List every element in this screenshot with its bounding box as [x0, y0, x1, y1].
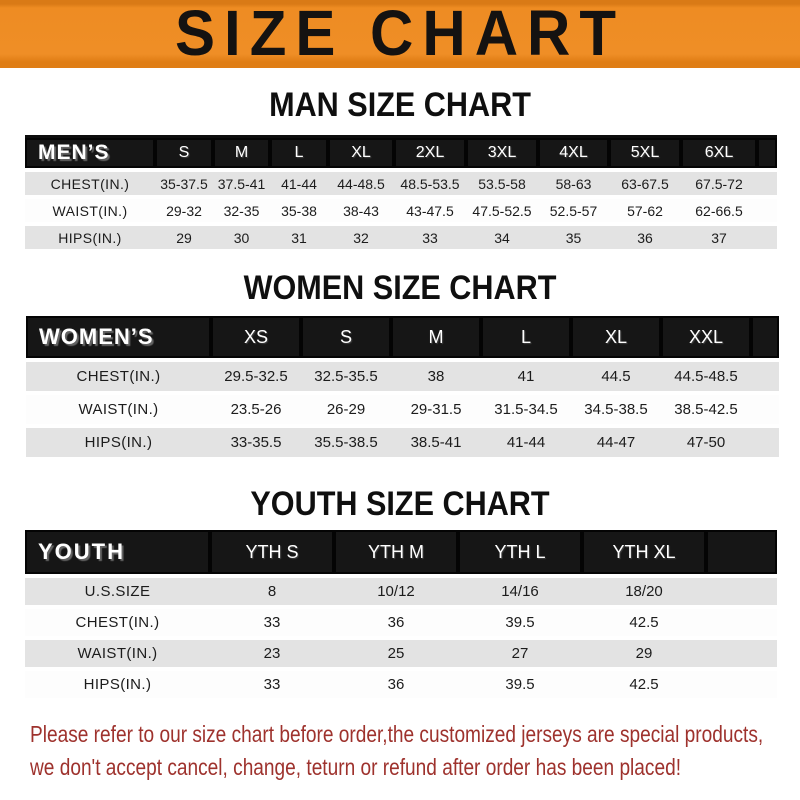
size-column-header: L	[270, 138, 328, 168]
size-value-cell: 47.5-52.5	[466, 199, 538, 222]
size-value-cell: 33	[394, 226, 466, 249]
size-value-cell: 38.5-42.5	[661, 395, 751, 424]
men-section-heading: MAN SIZE CHART	[269, 86, 531, 124]
table-row	[25, 226, 777, 249]
size-column-header: 5XL	[609, 138, 681, 168]
size-value-cell: 41-44	[481, 428, 571, 457]
spacer-cell	[751, 395, 779, 424]
size-value-cell: 18/20	[582, 578, 706, 605]
size-value-cell: 44.5-48.5	[661, 362, 751, 391]
spacer-cell	[706, 530, 777, 574]
size-value-cell: 29	[155, 226, 213, 249]
size-value-cell: 31.5-34.5	[481, 395, 571, 424]
size-value-cell: 29.5-32.5	[211, 362, 301, 391]
table-row	[26, 362, 779, 391]
size-value-cell: 43-47.5	[394, 199, 466, 222]
table-row	[26, 428, 779, 457]
spacer-cell	[706, 671, 777, 698]
footer-notice	[30, 718, 800, 784]
row-label: HIPS(IN.)	[25, 226, 155, 249]
youth-section-heading: YOUTH SIZE CHART	[250, 485, 550, 524]
spacer-cell	[751, 428, 779, 457]
size-column-header: S	[155, 138, 213, 168]
size-value-cell: 35.5-38.5	[301, 428, 391, 457]
spacer-cell	[751, 316, 779, 358]
size-value-cell: 35-38	[270, 199, 328, 222]
size-value-cell: 47-50	[661, 428, 751, 457]
banner	[0, 0, 800, 68]
row-label: U.S.SIZE	[25, 578, 210, 605]
size-value-cell: 58-63	[538, 172, 609, 195]
size-value-cell: 10/12	[334, 578, 458, 605]
size-column-header: M	[391, 316, 481, 358]
women-size-table	[26, 312, 779, 461]
size-column-header: YTH M	[334, 530, 458, 574]
corner-label: YOUTH	[25, 530, 210, 574]
size-column-header: YTH XL	[582, 530, 706, 574]
size-value-cell: 39.5	[458, 671, 582, 698]
row-label: WAIST(IN.)	[26, 395, 211, 424]
size-value-cell: 44-47	[571, 428, 661, 457]
table-row	[25, 199, 777, 222]
size-value-cell: 32-35	[213, 199, 270, 222]
size-value-cell: 30	[213, 226, 270, 249]
spacer-cell	[757, 138, 777, 168]
size-value-cell: 35-37.5	[155, 172, 213, 195]
size-value-cell: 57-62	[609, 199, 681, 222]
size-value-cell: 67.5-72	[681, 172, 757, 195]
size-value-cell: 32.5-35.5	[301, 362, 391, 391]
row-label: CHEST(IN.)	[25, 172, 155, 195]
size-value-cell: 37	[681, 226, 757, 249]
table-row	[25, 671, 777, 698]
size-value-cell: 38.5-41	[391, 428, 481, 457]
women-section-heading: WOMEN SIZE CHART	[243, 269, 557, 308]
youth-size-table	[25, 526, 777, 702]
spacer-cell	[757, 199, 777, 222]
size-value-cell: 29-32	[155, 199, 213, 222]
size-column-header: 4XL	[538, 138, 609, 168]
size-value-cell: 52.5-57	[538, 199, 609, 222]
size-column-header: 2XL	[394, 138, 466, 168]
size-value-cell: 41	[481, 362, 571, 391]
size-value-cell: 33-35.5	[211, 428, 301, 457]
size-value-cell: 36	[334, 609, 458, 636]
section-women	[0, 269, 800, 461]
size-value-cell: 53.5-58	[466, 172, 538, 195]
size-column-header: S	[301, 316, 391, 358]
size-value-cell: 42.5	[582, 609, 706, 636]
banner-title: SIZE CHART	[175, 0, 625, 69]
size-value-cell: 63-67.5	[609, 172, 681, 195]
table-row	[25, 640, 777, 667]
size-column-header: L	[481, 316, 571, 358]
notice-line-1: Please refer to our size chart before order,the customized jerseys are special products,	[30, 721, 764, 748]
table-row	[25, 172, 777, 195]
size-value-cell: 42.5	[582, 671, 706, 698]
size-column-header: 6XL	[681, 138, 757, 168]
size-column-header: XL	[571, 316, 661, 358]
size-column-header: M	[213, 138, 270, 168]
spacer-cell	[757, 226, 777, 249]
size-value-cell: 31	[270, 226, 328, 249]
row-label: CHEST(IN.)	[26, 362, 211, 391]
size-value-cell: 34	[466, 226, 538, 249]
size-value-cell: 25	[334, 640, 458, 667]
size-value-cell: 44-48.5	[328, 172, 394, 195]
size-value-cell: 37.5-41	[213, 172, 270, 195]
row-label: CHEST(IN.)	[25, 609, 210, 636]
size-value-cell: 23	[210, 640, 334, 667]
size-column-header: XS	[211, 316, 301, 358]
size-value-cell: 38	[391, 362, 481, 391]
size-value-cell: 44.5	[571, 362, 661, 391]
size-value-cell: 48.5-53.5	[394, 172, 466, 195]
size-value-cell: 8	[210, 578, 334, 605]
row-label: WAIST(IN.)	[25, 199, 155, 222]
notice-line-2: we don't accept cancel, change, teturn or refund after order has been placed!	[30, 754, 682, 781]
corner-label: MEN’S	[25, 138, 155, 168]
size-value-cell: 14/16	[458, 578, 582, 605]
size-value-cell: 39.5	[458, 609, 582, 636]
table-row	[25, 578, 777, 605]
table-row	[26, 395, 779, 424]
size-column-header: YTH L	[458, 530, 582, 574]
spacer-cell	[706, 609, 777, 636]
men-size-table	[25, 134, 777, 253]
corner-label: WOMEN’S	[26, 316, 211, 358]
size-value-cell: 41-44	[270, 172, 328, 195]
size-value-cell: 38-43	[328, 199, 394, 222]
section-men	[0, 86, 800, 253]
size-value-cell: 35	[538, 226, 609, 249]
spacer-cell	[706, 640, 777, 667]
table-row	[25, 609, 777, 636]
size-column-header: 3XL	[466, 138, 538, 168]
size-value-cell: 32	[328, 226, 394, 249]
spacer-cell	[751, 362, 779, 391]
spacer-cell	[706, 578, 777, 605]
size-value-cell: 26-29	[301, 395, 391, 424]
size-value-cell: 27	[458, 640, 582, 667]
size-value-cell: 34.5-38.5	[571, 395, 661, 424]
size-value-cell: 36	[609, 226, 681, 249]
size-column-header: XL	[328, 138, 394, 168]
size-value-cell: 23.5-26	[211, 395, 301, 424]
row-label: WAIST(IN.)	[25, 640, 210, 667]
size-value-cell: 36	[334, 671, 458, 698]
row-label: HIPS(IN.)	[25, 671, 210, 698]
spacer-cell	[757, 172, 777, 195]
section-youth	[0, 485, 800, 702]
size-value-cell: 29-31.5	[391, 395, 481, 424]
size-value-cell: 33	[210, 609, 334, 636]
size-value-cell: 29	[582, 640, 706, 667]
size-value-cell: 62-66.5	[681, 199, 757, 222]
size-column-header: XXL	[661, 316, 751, 358]
size-value-cell: 33	[210, 671, 334, 698]
size-column-header: YTH S	[210, 530, 334, 574]
row-label: HIPS(IN.)	[26, 428, 211, 457]
